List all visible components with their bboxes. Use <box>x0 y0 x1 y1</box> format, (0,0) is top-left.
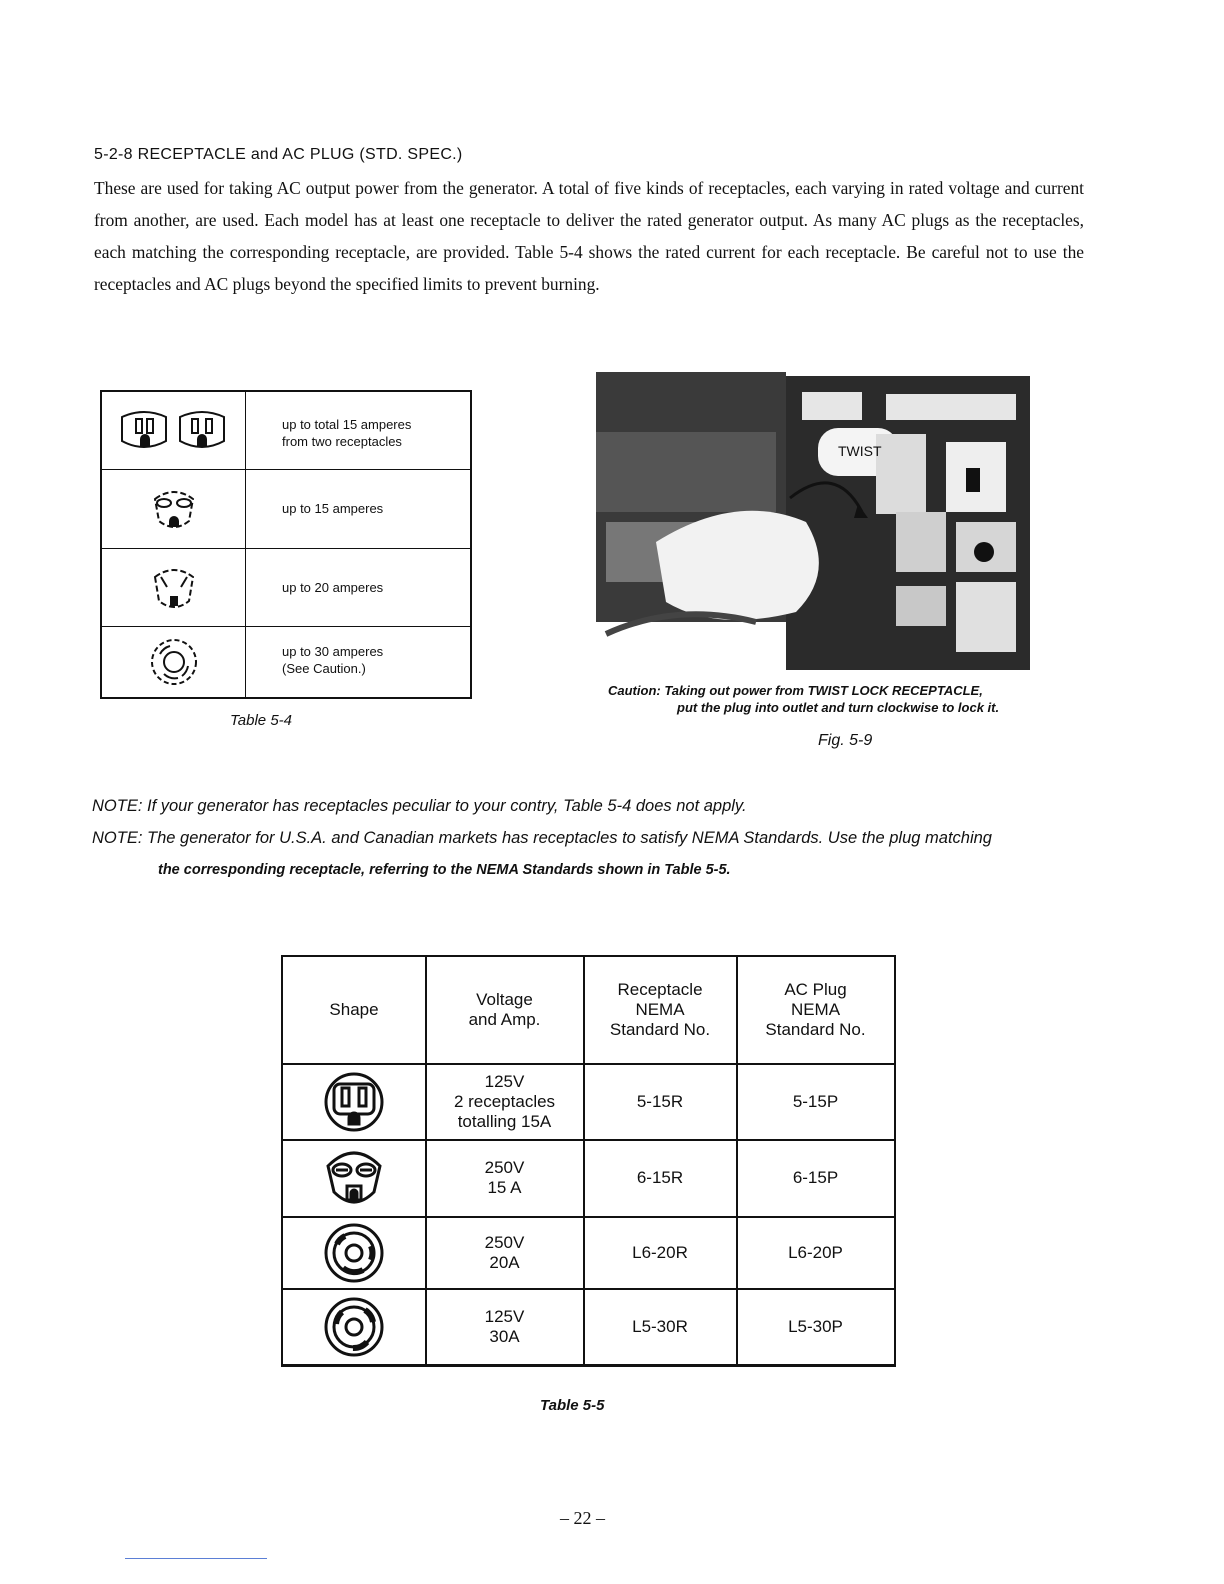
row-limit-text: up to 30 amperes <box>282 644 384 659</box>
row-limit-text: up to 20 amperes <box>282 580 384 595</box>
table-5-4-caption: Table 5-4 <box>230 712 292 729</box>
receptacle-cell: L5-30R <box>632 1316 688 1336</box>
nema-l6-20-icon <box>283 1217 425 1288</box>
nema-5-15-dual-icon <box>283 1064 425 1139</box>
note-2: NOTE: The generator for U.S.A. and Canadian markets has receptacles to satisfy NEMA Standards. Use the plug matching <box>92 829 992 847</box>
twist-label: TWIST <box>838 443 882 459</box>
plug-cell: L5-30P <box>788 1316 843 1336</box>
table-row <box>102 549 470 627</box>
nema-6-15-icon <box>283 1140 425 1216</box>
table-5-4 <box>100 390 472 699</box>
header-receptacle: Receptacle NEMA Standard No. <box>609 980 711 1039</box>
receptacle-15a-icon <box>102 470 246 548</box>
figure-5-9-label: Fig. 5-9 <box>818 732 873 749</box>
note-2-continuation: the corresponding receptacle, referring to the NEMA Standards shown in Table 5-5. <box>158 862 731 878</box>
row-limit-text: up to 15 amperes <box>282 501 384 516</box>
table-5-5-caption: Table 5-5 <box>540 1397 605 1414</box>
header-shape: Shape <box>329 1000 379 1019</box>
nema-l5-30-icon <box>283 1289 425 1364</box>
table-row <box>102 627 470 697</box>
dual-receptacle-icon <box>102 392 246 469</box>
table-row <box>102 470 470 549</box>
row-limit-text: up to total 15 amperes <box>282 417 412 432</box>
table-row <box>102 392 470 470</box>
page-number: – 22 – <box>560 1508 605 1528</box>
section-heading: 5-2-8 RECEPTACLE and AC PLUG (STD. SPEC.) <box>94 146 463 163</box>
receptacle-cell: 6-15R <box>636 1168 684 1187</box>
table-5-5 <box>281 955 896 1367</box>
receptacle-cell: L6-20R <box>632 1242 688 1262</box>
plug-cell: 6-15P <box>792 1168 839 1187</box>
receptacle-cell: 5-15R <box>636 1091 684 1111</box>
section-body: These are used for taking AC output power from the generator. A total of five kinds of receptacles, each varying in rated voltage and current from another, are used. Each model has at least one receptacle to deliver the rated generator output. As many AC plugs as the receptacles, each matching the corresponding receptacle, are provided. Table 5-4 shows the rated current for each receptacle. Be careful not to use the receptacles and AC plugs beyond the specified limits to prevent burning. <box>94 178 1084 294</box>
voltage-cell: 125V 2 receptacles totalling 15A <box>453 1071 556 1131</box>
receptacle-20a-icon <box>102 549 246 626</box>
header-voltage: Voltage and Amp. <box>468 990 541 1029</box>
voltage-cell: 250V 15 A <box>484 1158 525 1197</box>
plug-cell: 5-15P <box>792 1091 839 1111</box>
voltage-cell: 250V 20A <box>484 1232 525 1272</box>
voltage-cell: 125V 30A <box>484 1306 525 1346</box>
caption-line-1: Caution: Taking out power from TWIST LOCK RECEPTACLE, <box>608 683 983 698</box>
twist-lock-30a-icon <box>102 627 246 697</box>
twist-lock-photo <box>596 372 1030 670</box>
figure-5-9-caption <box>608 682 999 716</box>
note-1: NOTE: If your generator has receptacles peculiar to your contry, Table 5-4 does not apply. <box>92 797 747 815</box>
header-plug: AC Plug NEMA Standard No. <box>765 980 866 1039</box>
footer-rule <box>125 1558 267 1559</box>
caption-line-2: put the plug into outlet and turn clockwise to lock it. <box>677 700 1000 715</box>
plug-cell: L6-20P <box>788 1242 843 1262</box>
row-limit-note: (See Caution.) <box>282 661 366 676</box>
row-limit-note: from two receptacles <box>282 434 402 449</box>
